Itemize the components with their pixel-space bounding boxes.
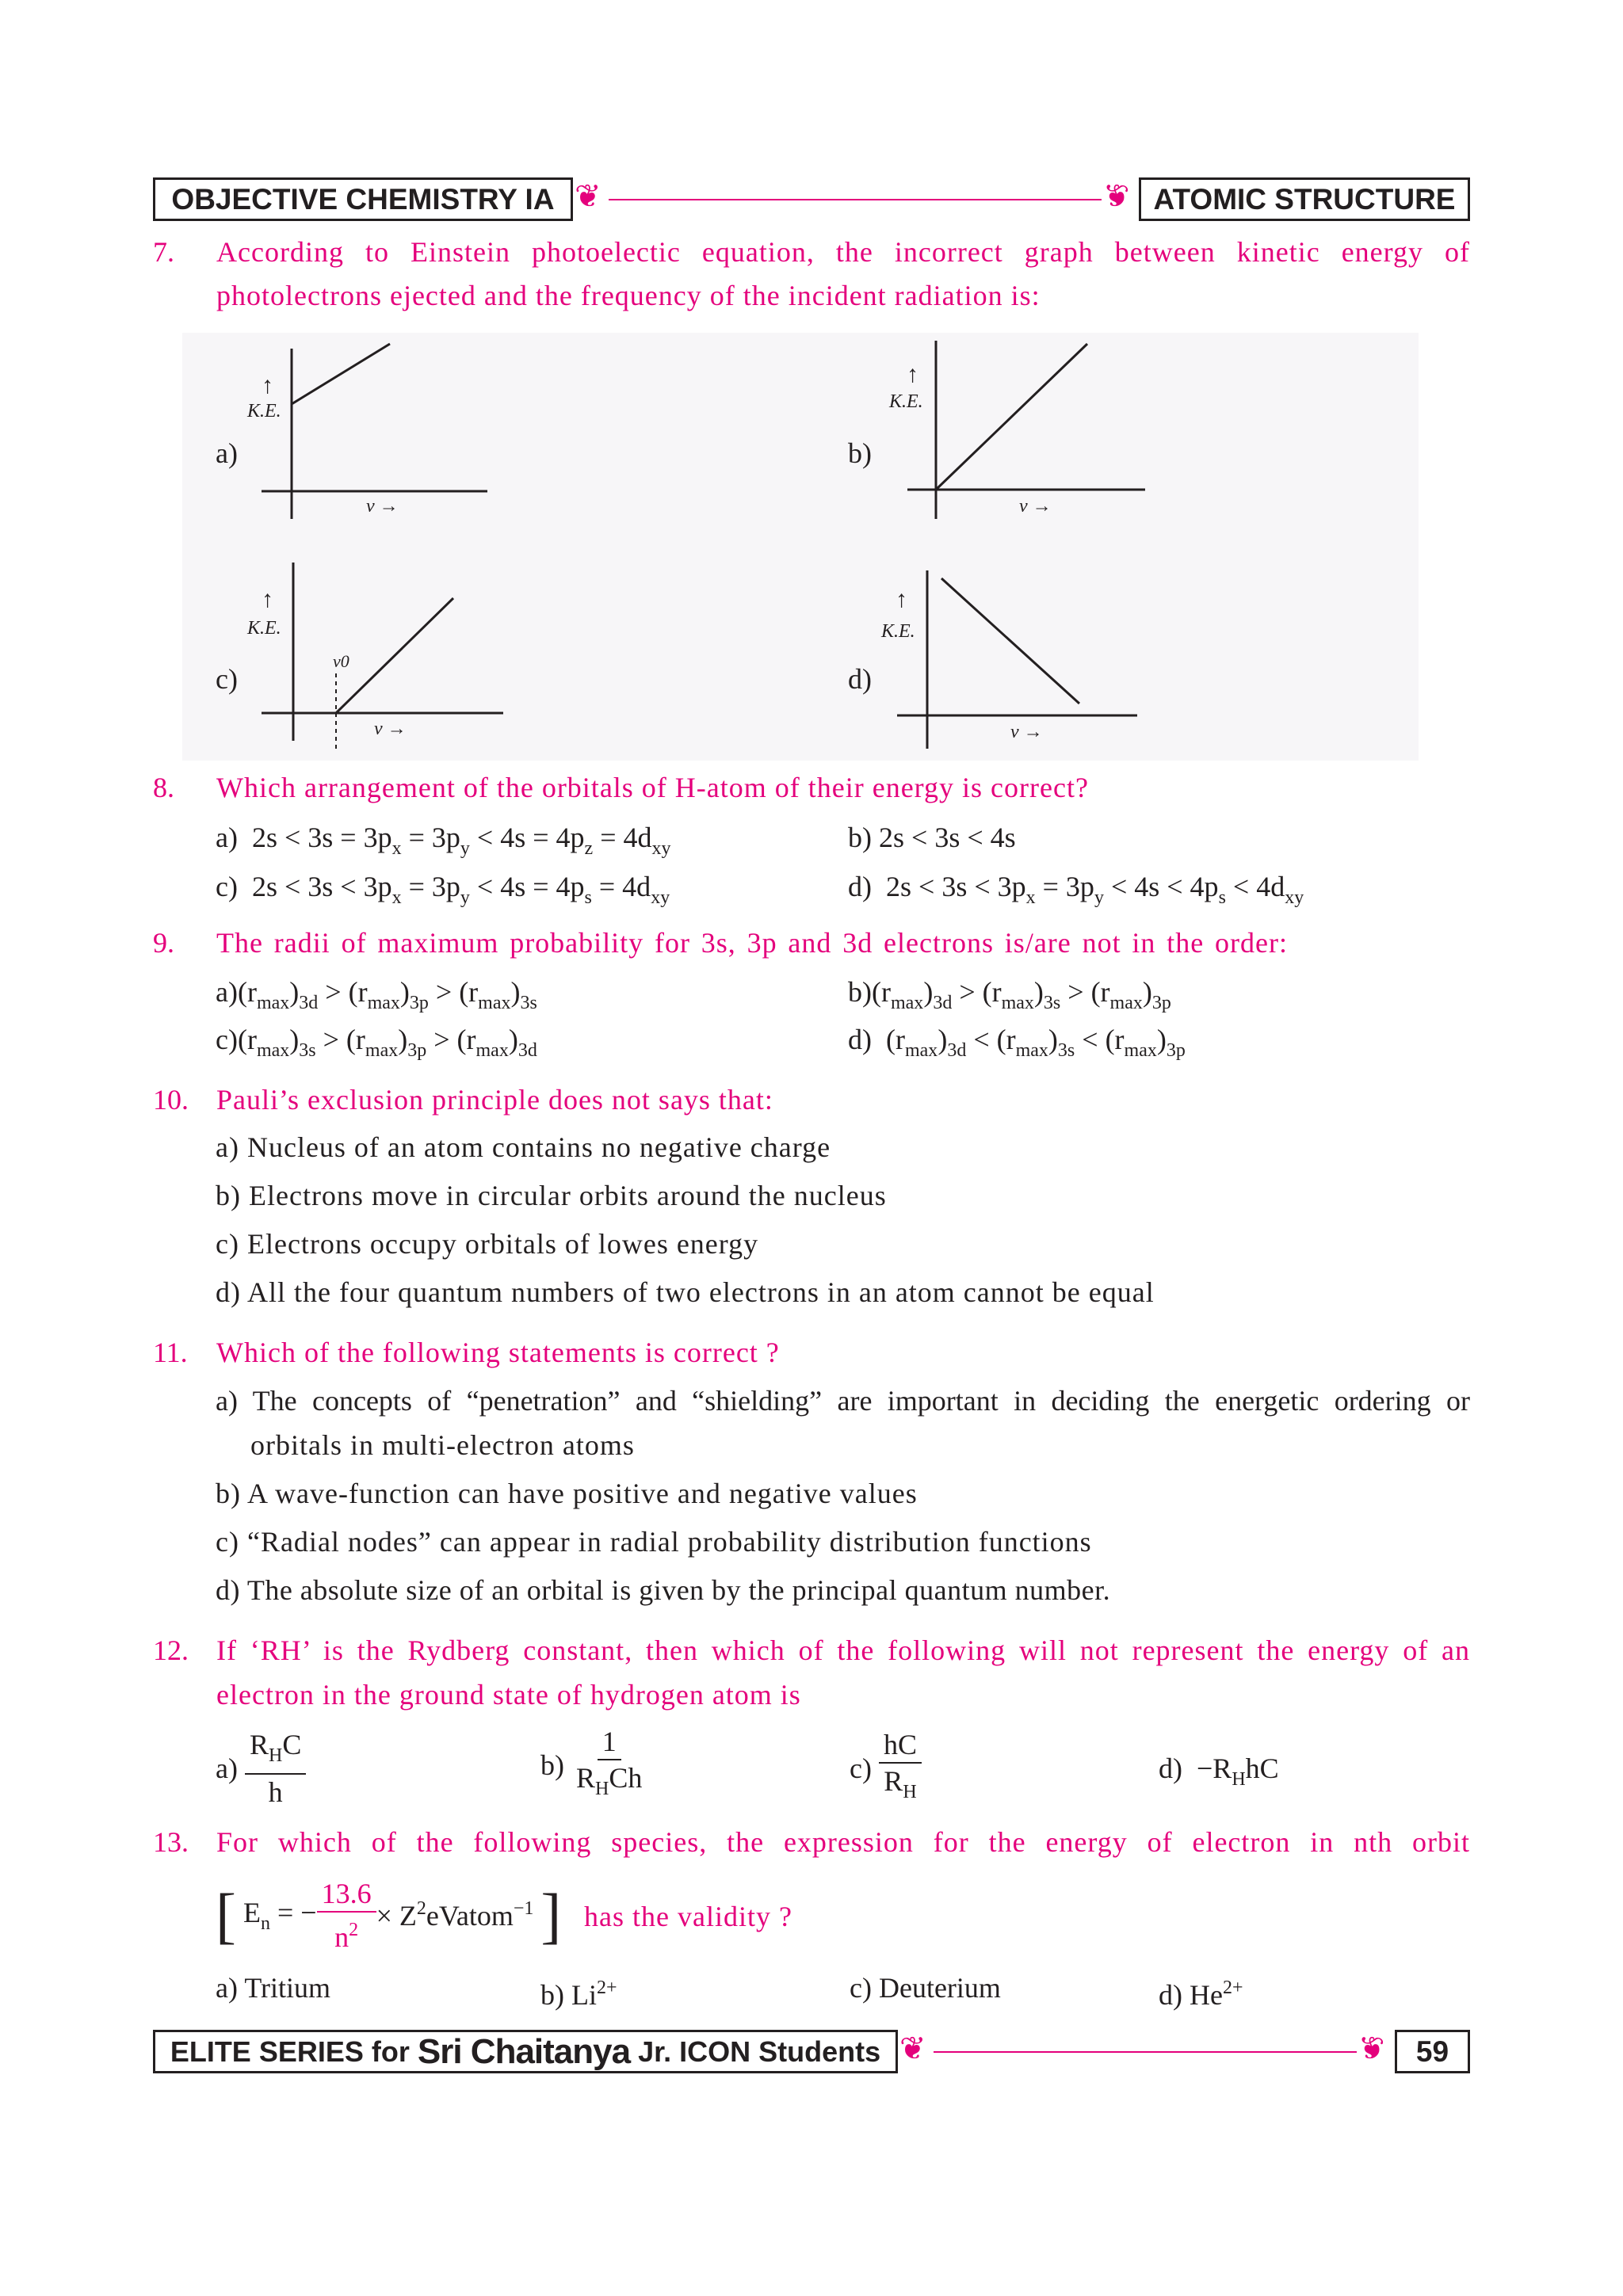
question-number: 12. [153, 1634, 189, 1666]
y-axis-label: K.E. [247, 401, 281, 421]
fraction: $\frac{hC}{R_H}$ [879, 1727, 922, 1810]
question-text: Which arrangement of the orbitals of H-atom of their energy is correct? [216, 772, 1089, 803]
option-d: d) $(r_{max})_{3d} < (r_{max})_{3s} < (r_{max})_{3p}$ [848, 1024, 1186, 1061]
y-axis-label: K.E. [881, 621, 915, 642]
footer-series-box: ELITE SERIES for Sri Chaitanya Jr. ICON Students [153, 2030, 898, 2073]
option-d: d) $2s < 3s < 3p_x = 3p_y < 4s < 4p_s < 4d_{xy}$ [848, 871, 1304, 908]
option-label: c) [216, 663, 238, 695]
option-d: d) The absolute size of an orbital is given by the principal quantum number. [216, 1574, 1111, 1606]
fraction: $\frac{R_HC}{h}$ [245, 1727, 306, 1810]
header-left-title: OBJECTIVE CHEMISTRY IA [171, 182, 555, 215]
option-c: c) $2s < 3s < 3p_x = 3p_y < 4s = 4p_s = 4d_{xy}$ [216, 871, 670, 908]
option-c: c) Electrons occupy orbitals of lowes energy [216, 1228, 759, 1260]
header-rule [609, 199, 1102, 200]
footer-brand: Sri Chaitanya [417, 2031, 631, 2071]
option-a: a) $\frac{R_HC}{h}$ [216, 1727, 306, 1810]
x-axis-label: v → [366, 496, 399, 517]
option-b: b) Electrons move in circular orbits around the nucleus [216, 1180, 887, 1211]
question-text: photolectrons ejected and the frequency of the incident radiation is: [216, 280, 1041, 311]
option-c: c) “Radial nodes” can appear in radial probability distribution functions [216, 1526, 1092, 1558]
y-arrow: ↑ [896, 586, 907, 612]
ornament-icon: ❦ [575, 178, 601, 214]
option-a: $a)(r_{max})_{3d} > (r_{max})_{3p} > (r_{max})_{3s}$ [216, 976, 537, 1013]
question-text: Which of the following statements is correct ? [216, 1337, 780, 1368]
option-label: d) [848, 663, 872, 695]
ornament-icon: ❦ [899, 2031, 926, 2066]
ornament-icon: ❦ [1103, 178, 1130, 214]
option-b: b) $Li^{2+}$ [540, 1978, 617, 2011]
option-label: b) [848, 437, 872, 469]
footer-rule [934, 2051, 1357, 2053]
option-a: a) $2s < 3s = 3p_x = 3p_y < 4s = 4p_z = 4d_{xy}$ [216, 822, 671, 859]
question-text: If ‘RH’ is the Rydberg constant, then which of the following will not represent the energy of an [216, 1634, 1470, 1666]
option-b: b) 2s < 3s < 4s [848, 822, 1016, 853]
option-d: $d) -R_HhC$ [1159, 1753, 1279, 1790]
option-d: d) $He^{2+}$ [1159, 1978, 1243, 2011]
question-text: The radii of maximum probability for 3s, 3p and 3d electrons is/are not in the order: [216, 927, 1288, 959]
fraction: $\frac{13.6}{n^2}$ [317, 1876, 376, 1955]
option-d: d) All the four quantum numbers of two electrons in an atom cannot be equal [216, 1276, 1155, 1308]
question-text: Pauli’s exclusion principle does not says that: [216, 1084, 773, 1116]
y-axis-label: K.E. [247, 618, 281, 639]
x-axis-label: v → [1010, 722, 1043, 742]
graph-b [872, 333, 1157, 523]
y-axis-label: K.E. [889, 391, 923, 412]
validity-text: has the validity ? [584, 1901, 792, 1932]
option-a: a) Nucleus of an atom contains no negative charge [216, 1131, 831, 1163]
graph-c [238, 555, 507, 753]
question-number: 13. [153, 1826, 189, 1858]
question-number: 9. [153, 927, 174, 959]
x-axis-label: v → [374, 719, 407, 739]
question-text: According to Einstein photoelectic equation, the incorrect graph between kinetic energy of [216, 236, 1470, 268]
option-c: c) $\frac{hC}{R_H}$ [850, 1727, 922, 1810]
option-b: b) $\frac{1}{R_HCh}$ [540, 1724, 647, 1806]
question-number: 8. [153, 772, 174, 803]
header-left-box [153, 177, 573, 221]
option-label: a) [216, 437, 238, 469]
question-number: 7. [153, 236, 174, 268]
threshold-label: v0 [333, 651, 349, 671]
option-c: $c)(r_{max})_{3s} > (r_{max})_{3p} > (r_{max})_{3d}$ [216, 1024, 537, 1061]
header-right-box [1139, 177, 1470, 221]
x-axis-label: v → [1019, 496, 1052, 517]
graph-d [872, 563, 1157, 753]
option-c: c) Deuterium [850, 1972, 1001, 2004]
ornament-icon: ❦ [1358, 2031, 1385, 2066]
option-b: b) A wave-function can have positive and negative values [216, 1478, 918, 1509]
option-a-continued: orbitals in multi-electron atoms [250, 1429, 635, 1461]
y-arrow: ↑ [262, 372, 273, 399]
option-a: a) The concepts of “penetration” and “shielding” are important in deciding the energetic ordering or [216, 1385, 1470, 1417]
option-b: $b)(r_{max})_{3d} > (r_{max})_{3s} > (r_{max})_{3p}$ [848, 976, 1171, 1013]
fraction: $\frac{1}{R_HCh}$ [576, 1726, 643, 1799]
question-number: 11. [153, 1337, 188, 1368]
header-right-title: ATOMIC STRUCTURE [1153, 182, 1456, 215]
energy-expression: [ $E_n$ = − $\frac{13.6}{n^2}$ × $Z^2eVatom^{-1}$ ] [216, 1878, 562, 1953]
option-a: a) Tritium [216, 1972, 331, 2004]
question-number: 10. [153, 1084, 189, 1116]
graph-a [238, 333, 507, 523]
page-number: 59 [1415, 2035, 1449, 2068]
question-text: For which of the following species, the expression for the energy of electron in nth orbit [216, 1826, 1470, 1858]
y-arrow: ↑ [907, 361, 918, 387]
page-number-box [1395, 2030, 1470, 2073]
y-arrow: ↑ [262, 586, 273, 612]
question-text: electron in the ground state of hydrogen atom is [216, 1679, 801, 1711]
